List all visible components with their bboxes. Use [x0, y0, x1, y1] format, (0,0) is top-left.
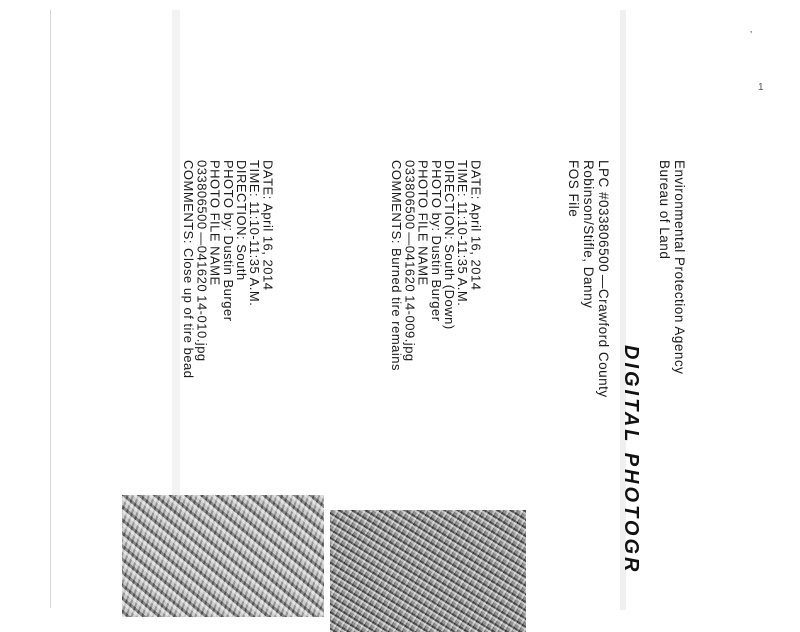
photo-date: DATE: April 16, 2014	[260, 160, 276, 291]
page-edge	[50, 10, 51, 608]
photo-direction: DIRECTION: South (Down)	[442, 160, 458, 330]
photo-file-label: PHOTO FILE NAME	[207, 160, 223, 286]
photo-time: TIME: 11:10-11:35 A.M.	[247, 160, 263, 307]
photo-thumbnail-1	[330, 510, 526, 632]
photo-file-name: 033806500 —041620 14-009.jpg	[402, 160, 418, 362]
site-info	[566, 160, 611, 398]
scan-mark: 1	[758, 82, 764, 93]
photo-time: TIME: 11:10-11:35 A.M.	[455, 160, 471, 307]
photo-by: PHOTO by: Dustin Burger	[220, 160, 236, 322]
photo-by: PHOTO by: Dustin Burger	[428, 160, 444, 322]
agency-name: Environmental Protection Agency	[672, 160, 687, 375]
file-type: FOS File	[566, 160, 581, 218]
photo-record-1	[390, 160, 482, 371]
lpc-number: LPC #033806500 —Crawford County	[596, 160, 611, 398]
photo-file-name: 033806500 —041620 14-010.jpg	[194, 160, 210, 362]
photo-comments: COMMENTS: Burned tire remains	[389, 160, 405, 371]
agency-header	[657, 160, 687, 374]
photo-date: DATE: April 16, 2014	[468, 160, 484, 291]
photo-record-2	[182, 160, 274, 379]
page-title: DIGITAL PHOTOGR	[620, 345, 642, 575]
photo-file-label: PHOTO FILE NAME	[415, 160, 431, 286]
photo-thumbnail-2	[122, 495, 324, 617]
bureau-name: Bureau of Land	[657, 160, 672, 260]
photo-direction: DIRECTION: South	[234, 160, 250, 281]
site-name: Robinson/Stifle, Danny	[581, 160, 596, 309]
scan-mark: ’	[750, 30, 753, 41]
photo-comments: COMMENTS: Close up of tire bead	[181, 160, 197, 379]
